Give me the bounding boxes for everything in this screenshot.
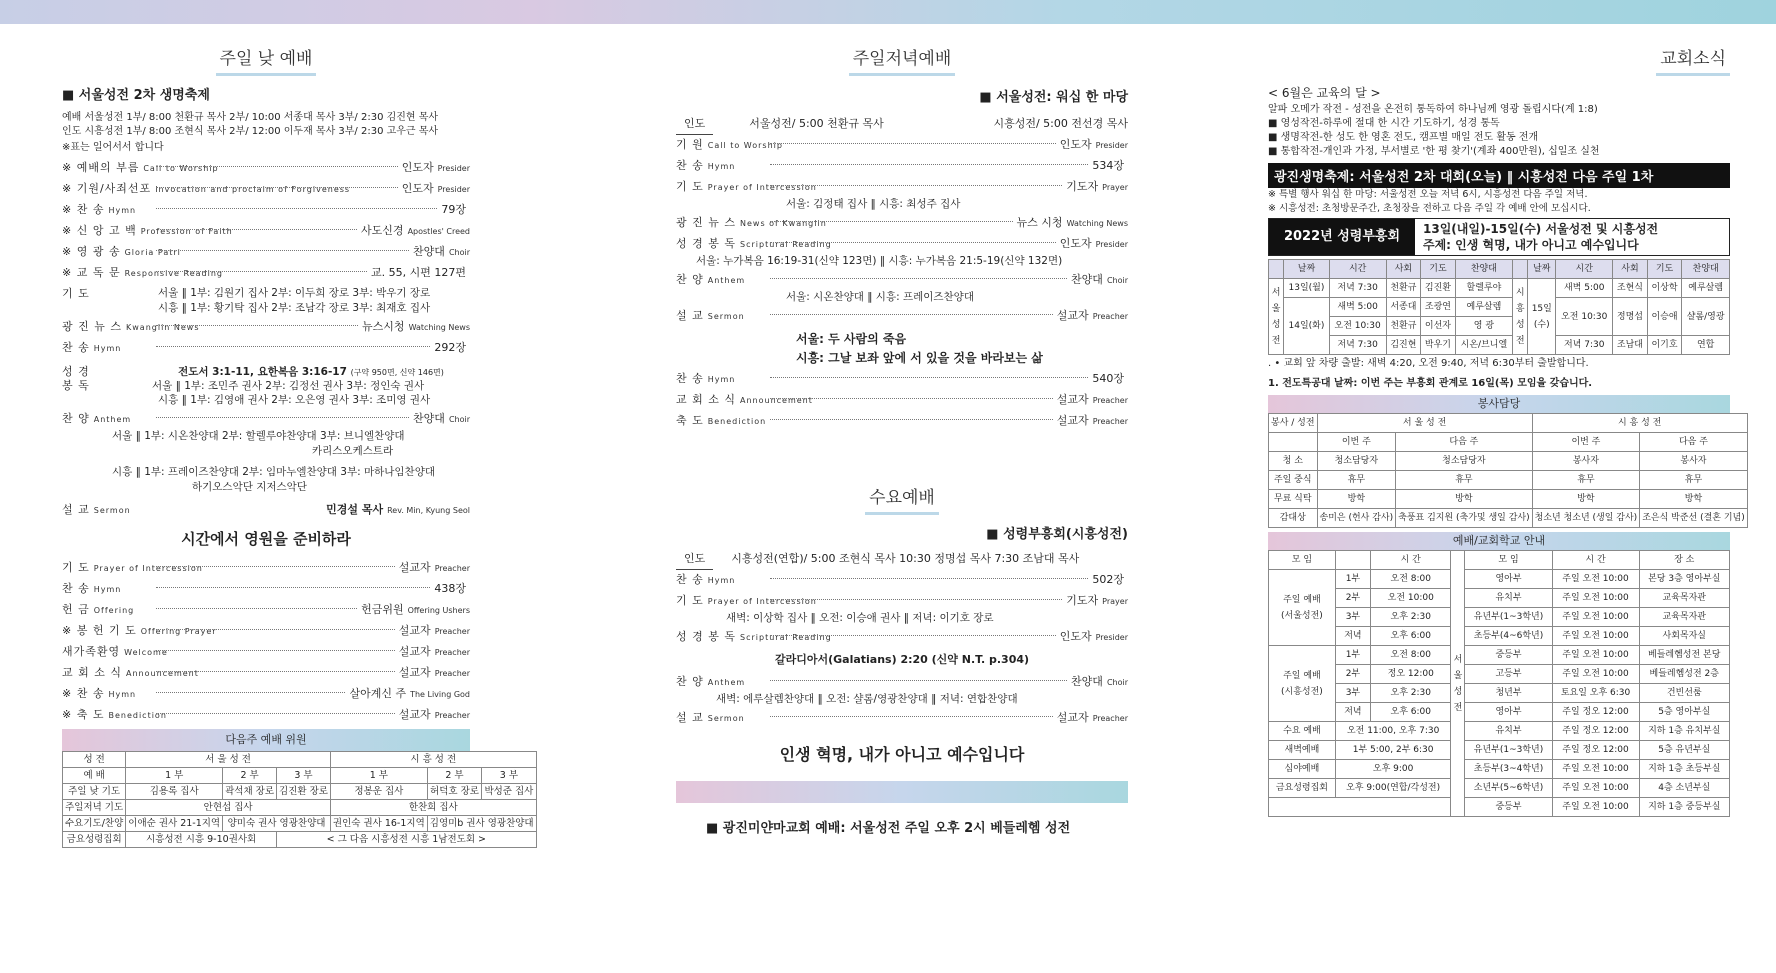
order-item-4: ※ 영 광 송 Gloria Patri 찬양대 Choir: [62, 245, 470, 258]
lead-siheung: 시흥성전/ 5:00 전선경 목사: [993, 117, 1128, 130]
reader-seoul: 서울 ‖ 1부: 조민주 권사 2부: 김정선 권사 3부: 정인숙 권사: [152, 380, 425, 392]
evening-title: 주일저녁예배: [676, 44, 1128, 76]
anthem-siheung-band: 하기오스악단 지저스악단: [192, 481, 307, 493]
order-item-c-1: 찬 송 Hymn 438장: [62, 582, 466, 595]
notice-1: 1. 전도특공대 날짜: 이번 주는 부흥회 관계로 16일(목) 모임을 갖습니다.: [1268, 378, 1593, 389]
wsermon: 설 교 Sermon 설교자 Preacher: [676, 711, 1128, 724]
wed-lead-label: 인도: [676, 548, 713, 570]
order-item-c-0: 기 도 Prayer of Intercession 설교자 Preacher: [62, 561, 470, 574]
church-news-column: [1268, 44, 1745, 817]
order-item-5: ※ 교 독 문 Responsive Reading 교. 55, 시편 127편: [62, 266, 466, 279]
service-header: 봉사담당: [1268, 395, 1730, 413]
anthem-seoul: 서울 ‖ 1부: 시온찬양대 2부: 할렐루야찬양대 3부: 브니엘찬양대: [112, 430, 405, 442]
next-week-table: 성 전 서 울 성 전 시 흥 성 전 예 배 1 부 2 부 3 부 1 부 2 부 3 부 주일 낮 기도 김용록 집사 곽석채 장로 김진환 장로 정봉운 집사 허덕호 장로 박성준 집사 주일저녁 기도 안현섭 집사 한찬희 집사 수요기도/찬양 이애순 권사 21-1지역 양미숙 권사 영광찬양대 권인숙 권사 16-1지역 김영미b 권사 영광찬양대 금요성령집회 시흥성전 시흥 9-10권사회 < 그 다음 시흥성전 시흥 1남전도회 >: [62, 751, 537, 848]
service-table: 봉사 / 성전 서 울 성 전 시 흥 성 전 이번 주 다음 주 이번 주 다음 주 청 소 청소담당자 청소담당자 봉사자 봉사자 주일 중식 휴무 휴무 휴무 휴무 무료 식탁 방학 방학 방학 방학 감대상 송미은 (헌사 감사) 축풍표 김지원 (축가및 생일 감사) 청소년 청소년 (생일 감사) 조은식 박준선 (결혼 기념): [1268, 413, 1748, 528]
manthem: 찬 양 Anthem 찬양대 Choir: [676, 273, 1128, 286]
order-item-3: ※ 신 앙 고 백 Profession of Faith 사도신경 Apostles' Creed: [62, 224, 470, 237]
education-header: 예배/교회학교 안내: [1268, 532, 1730, 550]
evening-prayer: 서울: 김정태 집사 ‖ 시흥: 최성주 집사: [786, 198, 961, 210]
sunday-day-column: 주일 낮 예배 ■ 서울성전 2차 생명축제 예배 서울성전 1부/ 8:00 천환규 목사 2부/ 10:00 서종대 목사 3부/ 2:30 김진현 목사 인도 시흥성전 1부/ 8:00 조현식 목사 2부/ 12:00 이두재 목사 3부/ 2:30 고우근 목사 ※표는 일어서서 합니다 ※ 예배의 부름 Call to Worship 인도자 Presider ※ 기원/사죄선포 Invocation and proclaim of Forgiveness 인도자 Presider ※ 찬 송 Hymn 79장 ※ 신 앙 고 백 Profession of Faith 사도신경 Apostles' Creed ※ 영 광 송 Gloria Patri 찬양대 Choir ※ 교 독 문 Responsive Reading 교. 55, 시편 127편 기 도 서울 ‖ 1부: 김원기 집사 2부: 이두희 장로 3부: 박우기 장로 시흥 ‖ 1부: 황기탁 집사 2부: 조남각 장로 3부: 최재호 집사 광 진 뉴 스 Kwanglin News 뉴스시청 Watching News 찬 송 Hymn 292장 성 경 전도서 3:1-11, 요한복음 3:16-17 (구약 950면, 신약 146면) 봉 독 서울 ‖ 1부: 조민주 권사 2부: 김정선 권사 3부: 정인숙 권사 시흥 ‖ 1부: 김영애 권사 2부: 오은영 권사 3부: 조미영 권사 찬 양 Anthem 찬양대 Choir 서울 ‖ 1부: 시온찬양대 2부: 할렐루야찬양대 3부: 브니엘찬양대 카리스오케스트라 시흥 ‖ 1부: 프레이즈찬양대 2부: 임마누엘찬양대 3부: 마하나임찬양대 하기오스악단 지저스악단 설 교 Sermon 민경설 목사 Rev. Min, Kyung Seol 시간에서 영원을 준비하라 기 도 Prayer of Intercession 설교자 Preacher 찬 송 Hymn 438장 헌 금 Offering 헌금위원 Offering Ushers ※ 봉 헌 기 도 Offering Prayer 설교자 Preacher 새가족환영 Welcome 설교자 Preacher 교 회 소 식 Announcement 설교자 Preacher ※ 찬 송 Hymn 살아계신 주 The Living God ※ 축 도 Benediction 설교자 Preacher 다음주 예배 위원 성 전 서 울 성 전 시 흥 성 전 예 배 1 부 2 부 3 부 1 부 2 부 3 부 주일 낮 기도 김용록 집사 곽석채 장로 김진환 장로 정봉운 집사 허덕호 장로 박성준 집사 주일저녁 기도 안현섭 집사 한찬희 집사 수요기도/찬양 이애순 권사 21-1지역 양미숙 권사 영광찬양대 권인숙 권사 16-1지역 김영미b 권사 영광찬양대 금요성령집회 시흥성전 시흥 9-10권사회 < 그 다음 시흥성전 시흥 1남전도회 >: [62, 44, 470, 848]
order-item-2: ※ 찬 송 Hymn 79장: [62, 203, 466, 216]
wed-message: 인생 혁명, 내가 아니고 예수입니다: [779, 745, 1025, 764]
evening-item-1: 찬 송 Hymn 534장: [676, 159, 1124, 172]
order-item-0: ※ 예배의 부름 Call to Worship 인도자 Presider: [62, 161, 470, 174]
prayer-siheung: 시흥 ‖ 1부: 황기탁 집사 2부: 조남각 장로 3부: 최재호 집사: [158, 302, 431, 314]
festival-note2: ※ 시흥성전: 초청방문주간, 초청장을 전하고 다음 주일 각 예배 안에 모십시다.: [1268, 203, 1591, 214]
revival-theme: 주제: 인생 혁명, 내가 아니고 예수입니다: [1423, 238, 1639, 252]
evening-item-c-2: 축 도 Benediction 설교자 Preacher: [676, 414, 1128, 427]
decorative-bar: [676, 781, 1128, 803]
theme-bullet-2: ■ 통합작전-개인과 가정, 부서별로 '한 평 찾기'(계좌 400만원), 십일조 실천: [1268, 146, 1600, 157]
order-item-c-5: 교 회 소 식 Announcement 설교자 Preacher: [62, 666, 470, 679]
evening-item-b-1: 성 경 봉 독 Scriptural Reading 인도자 Presider: [676, 237, 1128, 250]
theme-bullet-1: ■ 생명작전-한 성도 한 영혼 전도, 캠프별 매일 전도 활동 전개: [1268, 132, 1539, 143]
news-title: 교회소식: [1268, 44, 1730, 76]
lead-label: 인도: [676, 113, 713, 135]
service-time-1: 인도 시흥성전 1부/ 8:00 조현식 목사 2부/ 12:00 이두재 목사 3부/ 2:30 고우근 목사: [62, 126, 439, 137]
evening-subtitle: ■ 서울성전: 워십 한 마당: [979, 90, 1128, 105]
wednesday-title: 수요예배: [676, 483, 1128, 515]
order-item-b-1: 찬 송 Hymn 292장: [62, 341, 466, 354]
evening-reading: 서울: 누가복음 16:19-31(신약 123면) ‖ 시흥: 누가복음 21:5-19(신약 132면): [696, 255, 1063, 267]
sermon-seoul: 서울: 두 사람의 죽음: [796, 332, 907, 346]
wed-scripture: 갈라디아서(Galatians) 2:20 (신약 N.T. p.304): [774, 653, 1030, 666]
order-item-c-4: 새가족환영 Welcome 설교자 Preacher: [62, 645, 470, 658]
scripture: 전도서 3:1-11, 요한복음 3:16-17 (구약 950면, 신약 146면): [178, 366, 444, 378]
festival-note1: ※ 특별 행사 워십 한 마당: 서울성전 오늘 저녁 6시, 시흥성전 다음 주일 저녁.: [1268, 189, 1588, 200]
wed-anthem: 새벽: 에루살렘찬양대 ‖ 오전: 샬롬/영광찬양대 ‖ 저녁: 연합찬양대: [716, 693, 1018, 705]
evening-item-2: 기 도 Prayer of Intercession 기도자 Prayer: [676, 180, 1128, 193]
anthem-siheung: 시흥 ‖ 1부: 프레이즈찬양대 2부: 임마누엘찬양대 3부: 마하나임찬양대: [112, 466, 435, 478]
wed-item-1: 기 도 Prayer of Intercession 기도자 Prayer: [676, 594, 1128, 607]
next-week-header: 다음주 예배 위원: [62, 729, 470, 751]
page-title: 주일 낮 예배: [62, 44, 470, 76]
revival-schedule-table: 날짜 시간 사회 기도 찬양대 날짜 시간 사회 기도 찬양대 서 울 성 전 13일(월) 저녁 7:30 천환규 김진환 할렐루야 시 흥 성 전 15일 (수) 새벽 5:00 조현식 이상학 예루살렘 14일(화) 새벽 5:00 서종대 조광연 예루살렘 오전 10:30 정명섭 이승애 샬롬/영광 오전 10:30 천환규 이선자 영 광 저녁 7:30 김진현 박우기 시온/브니엘 저녁 7:30 조남대 이기호 연합: [1268, 259, 1730, 355]
revival-dates: 13일(내일)-15일(수) 서울성전 및 시흥성전: [1423, 222, 1659, 236]
msermon: 설 교 Sermon 설교자 Preacher: [676, 309, 1128, 322]
top-gradient-bar: [0, 0, 1776, 24]
verse: 알파 오메가 작전 - 성전을 온전히 통독하여 하나님께 영광 돌립시다(계 1:8): [1268, 104, 1598, 115]
preacher: 민경설 목사: [326, 503, 384, 516]
revival-year: 2022년 성령부흥회: [1269, 219, 1415, 255]
service-time-0: 예배 서울성전 1부/ 8:00 천환규 목사 2부/ 10:00 서종대 목사 3부/ 2:30 김진현 목사: [62, 112, 439, 123]
bus-note: . • 교회 앞 차량 출발: 새벽 4:20, 오전 9:40, 저녁 6:30부터 출발합니다.: [1268, 358, 1589, 369]
evening-item-0: 기 원 Call to Worship 인도자 Presider: [676, 138, 1128, 151]
standing-note: ※표는 일어서서 합니다: [62, 142, 164, 153]
order-item-1: ※ 기원/사죄선포 Invocation and proclaim of Forgiveness 인도자 Presider: [62, 182, 470, 195]
wed-lead: 시흥성전(연합)/ 5:00 조현식 목사 10:30 정명섭 목사 7:30 조남대 목사: [731, 552, 1080, 565]
education-table: 모 임 시 간 서 울 성 전 모 임 시 간 장 소 주일 예배 (서울성전) 1부 오전 8:00 영아부 주일 오전 10:00 본당 3층 영아부실 2부 오전 10:00 유치부 주일 오전 10:00 교육목자관 3부 오후 2:30 유년부(1~3학년) 주일 오전 10:00 교육목자관 저녁 오후 6:00 초등부(4~6학년) 주일 오전 10:00 사회목자실 주일 예배 (시흥성전) 1부 오전 8:00 중등부 주일 오전 10:00 베들레헴성전 본당 2부 정오 12:00 고등부 주일 오전 10:00 베들레헴성전 2층 3부 오후 2:30 청년부 토요일 오후 6:30 건빈선룸 저녁 오후 6:00 영아부 주일 정오 12:00 5층 영아부실 수요 예배 오전 11:00, 오후 7:30 유치부 주일 정오 12:00 지하 1층 유치부실 새벽예배 1부 5:00, 2부 6:30 유년부(1~3학년) 주일 정오 12:00 5층 유년부실 심야예배 오후 9:00 초등부(3~4학년) 주일 오전 10:00 지하 1층 초등부실 금요성령집회 오후 9:00(연합/각성전) 소년부(5~6학년) 주일 오전 10:00 4층 소년부실 중등부 주일 오전 10:00 지하 1층 중등부실: [1268, 550, 1730, 817]
lead-seoul: 서울성전/ 5:00 천환규 목사: [749, 117, 884, 130]
month-theme: < 6월은 교육의 달 >: [1268, 86, 1381, 100]
order-item-c-3: ※ 봉 헌 기 도 Offering Prayer 설교자 Preacher: [62, 624, 470, 637]
evening-item-c-0: 찬 송 Hymn 540장: [676, 372, 1124, 385]
prayer-seoul: 서울 ‖ 1부: 김원기 집사 2부: 이두희 장로 3부: 박우기 장로: [158, 287, 431, 299]
order-item-b-0: 광 진 뉴 스 Kwanglin News 뉴스시청 Watching News: [62, 320, 470, 333]
sunday-evening-column: [676, 44, 1128, 844]
theme-bullet-0: ■ 영성작전-하루에 절대 한 시간 기도하기, 성경 통독: [1268, 118, 1500, 129]
wed-prayer: 새벽: 이상학 집사 ‖ 오전: 이승애 권사 ‖ 저녁: 이기호 장로: [726, 612, 994, 624]
festival-banner: 광진생명축제: 서울성전 2차 대회(오늘) ‖ 시흥성전 다음 주일 1차: [1268, 163, 1730, 188]
order-item-c-2: 헌 금 Offering 헌금위원 Offering Ushers: [62, 603, 470, 616]
myanmar-church-note: ■ 광진미얀마교회 예배: 서울성전 주일 오후 2시 베들레헴 성전: [706, 821, 1071, 836]
anthem-seoul-orchestra: 카리스오케스트라: [312, 445, 394, 457]
wanthem: 찬 양 Anthem 찬양대 Choir: [676, 675, 1128, 688]
wednesday-subtitle: ■ 성령부흥회(시흥성전): [986, 527, 1128, 542]
section-subtitle: ■ 서울성전 2차 생명축제: [62, 88, 210, 103]
evening-anthem: 서울: 시온찬양대 ‖ 시흥: 프레이즈찬양대: [786, 291, 974, 303]
order-item-c-6: ※ 찬 송 Hymn 살아계신 주 The Living God: [62, 687, 470, 700]
evening-item-b-0: 광 진 뉴 스 News of Kwanglin 뉴스 시청 Watching News: [676, 216, 1128, 229]
evening-item-c-1: 교 회 소 식 Announcement 설교자 Preacher: [676, 393, 1128, 406]
wed-item-0: 찬 송 Hymn 502장: [676, 573, 1124, 586]
wread: 성 경 봉 독 Scriptural Reading 인도자 Presider: [676, 630, 1128, 643]
order-item-c-7: ※ 축 도 Benediction 설교자 Preacher: [62, 708, 470, 721]
sermon-siheung: 시흥: 그날 보좌 앞에 서 있을 것을 바라보는 삶: [796, 351, 1043, 365]
reader-siheung: 시흥 ‖ 1부: 김영애 권사 2부: 오은영 권사 3부: 조미영 권사: [158, 394, 431, 406]
sermon-title: 시간에서 영원을 준비하라: [181, 530, 351, 548]
